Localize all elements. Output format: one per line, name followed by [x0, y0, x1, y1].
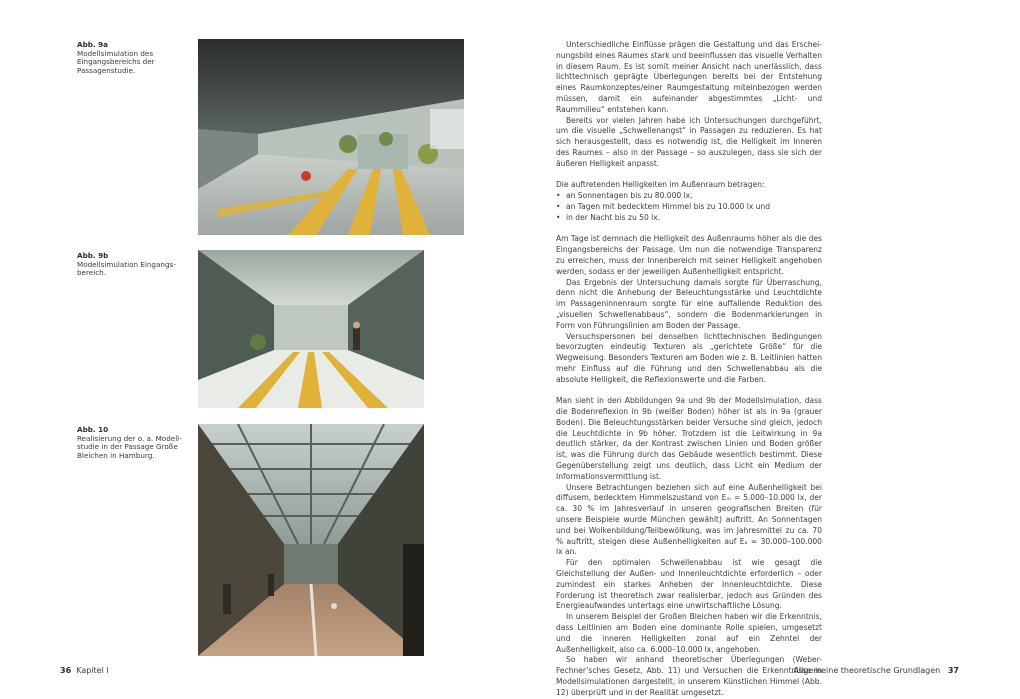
- page-number: 36: [60, 666, 72, 675]
- page-number: 37: [947, 666, 959, 675]
- caption-abb-10: [77, 426, 189, 460]
- figure-10-image: [198, 424, 424, 656]
- list-item: • an Tagen mit bedecktem Himmel bis zu 10.000 lx und: [556, 202, 822, 213]
- chapter-label: Kapitel I: [76, 666, 109, 675]
- section-label: Allgemeine theoretische Grundlagen: [793, 666, 941, 675]
- figure-label: Abb. 9a: [77, 40, 108, 49]
- paragraph: So haben wir anhand theoretischer Überlegungen (Weber-Fechner’sches Gesetz, Abb. 11) und Versuchen die Erkenntnisse in Modellsimulationen dargestellt, in unserem Künstlichen Himmel (Abb. 12) überprüft und in der Realität umgesetzt.: [556, 655, 822, 697]
- figure-caption: Realisierung der o. a. Modellstudie in der Passage Große Bleichen in Hamburg.: [77, 433, 182, 460]
- figure-label: Abb. 9b: [77, 251, 109, 260]
- figure-9b-image: [198, 250, 424, 408]
- paragraph: Bereits vor vielen Jahren habe ich Untersuchungen durchgeführt, um die visuelle „Schwellenangst“ in Passagen zu reduzieren. Es hat sich herausgestellt, dass es notwendig ist, die Helligkeit im Inneren des Raumes – also in der Passage – so auszulegen, dass sie sich der äußeren Helligkeit anpasst.: [556, 115, 822, 168]
- list-item: • in der Nacht bis zu 50 lx.: [556, 213, 822, 224]
- paragraph: Man sieht in den Abbildungen 9a und 9b der Modellsimulation, dass die Bodenreflexion in 9b (weißer Boden) höher ist als in 9a (grauer Boden). Die Beleuchtungsstärken beider Versuche sind gleich, jedoch die Leuchtdichte in 9b höher. Trotzdem ist die Leitwirkung in 9a deutlich stärker, da der Kontrast zwischen Linien und Boden größer ist, was die Führung durch das Gebäude wesentlich bestimmt. Diese Gegenüberstellung zeigt uns deutlich, dass Licht ein Medium der Informationsvermittlung ist.: [556, 396, 822, 481]
- figure-caption: Modellsimulation Eingangsbereich.: [77, 259, 176, 278]
- paragraph: Unsere Betrachtungen beziehen sich auf eine Außenhelligkeit bei diffusem, bedecktem Himmelszustand von Eₘ = 5.000–10.000 lx, der ca. 30 % im Jahresverlauf in unseren geografischen Breiten (für unsere Beispiele wurde München gewählt) auftritt. An Sonnentagen und bei Wolkenbildung/Teilbewölkung, was im Jahresmittel zu ca. 70 % auftritt, steigen diese Außenhelligkeiten auf Eₐ ≈ 30.000–100.000 lx an.: [556, 482, 822, 557]
- figure-caption: Modellsimulation des Eingangsbereichs der Passagenstudie.: [77, 48, 155, 75]
- caption-abb-9b: [77, 252, 189, 278]
- paragraph: In unserem Beispiel der Großen Bleichen haben wir die Erkenntnis, dass Leitlinien am Boden eine dominante Rolle spielen, umgesetzt und die inneren Helligkeiten zonal auf ein Zehntel der Außenhelligkeit, also ca. 6.000–10.000 lx, angehoben.: [556, 612, 822, 654]
- bullet-list: [556, 191, 822, 223]
- list-item: • an Sonnentagen bis zu 80.000 lx,: [556, 191, 822, 202]
- caption-abb-9a: [77, 41, 189, 75]
- paragraph: Unterschiedliche Einflüsse prägen die Gestaltung und das Erscheinungsbild eines Raumes stark und beeinflussen das visuelle Verhalten in diesem Raum. Es ist somit meiner Ansicht nach unerlässlich, dass lichttechnisch geprägte Überlegungen bereits bei der Entstehung eines Raumkonzeptes/einer Raumgestaltung miteinbezogen werden müssen, damit ein aufeinander abgestimmtes „Licht- und Raummilieu“ entstehen kann.: [556, 40, 822, 114]
- paragraph: Für den optimalen Schwellenabbau ist wie gesagt die Gleichstellung der Außen- und Innenleuchtdichte erforderlich – oder zumindest ein starkes Anheben der Innenleuchtdichte. Diese Forderung ist theoretisch zwar realisierbar, jedoch aus Gründen des Energieaufwandes untertags eine unwirtschaftliche Lösung.: [556, 558, 822, 611]
- figure-9a-image: [198, 39, 464, 235]
- paragraph: Das Ergebnis der Untersuchung damals sorgte für Überraschung, denn nicht die Anhebung der Beleuchtungsstärke und Leuchtdichte im Passageninnenraum sorgte für eine auffallende Reduktion des „visuellen Schwellenabbaus“, sondern die Bodenmarkierungen in Form von Führungslinien am Boden der Passage.: [556, 277, 822, 330]
- body-text-column: [556, 40, 822, 699]
- paragraph: Die auftretenden Helligkeiten im Außenraum betragen:: [556, 180, 765, 190]
- paragraph: Versuchspersonen bei denselben lichttechnischen Bedingungen bevorzugten eindeutig Texturen als „gerichtete Größe“ für die Wegweisung. Besonders Texturen am Boden wie z. B. Leitlinien hatten mehr Einfluss auf die Führung und den Schwellenabbau als die absolute Helligkeit, die Reflexionswerte und die Farben.: [556, 331, 822, 384]
- footer-left: [60, 666, 109, 675]
- figure-label: Abb. 10: [77, 425, 109, 434]
- paragraph: Am Tage ist demnach die Helligkeit des Außenraums höher als die des Eingangsbereichs der Passage. Um nun die notwendige Transparenz zu erreichen, muss der Innenbereich mit seiner Helligkeit angehoben werden, sodass er der jeweiligen Außenhelligkeit entspricht.: [556, 234, 822, 276]
- footer-right: [793, 666, 959, 675]
